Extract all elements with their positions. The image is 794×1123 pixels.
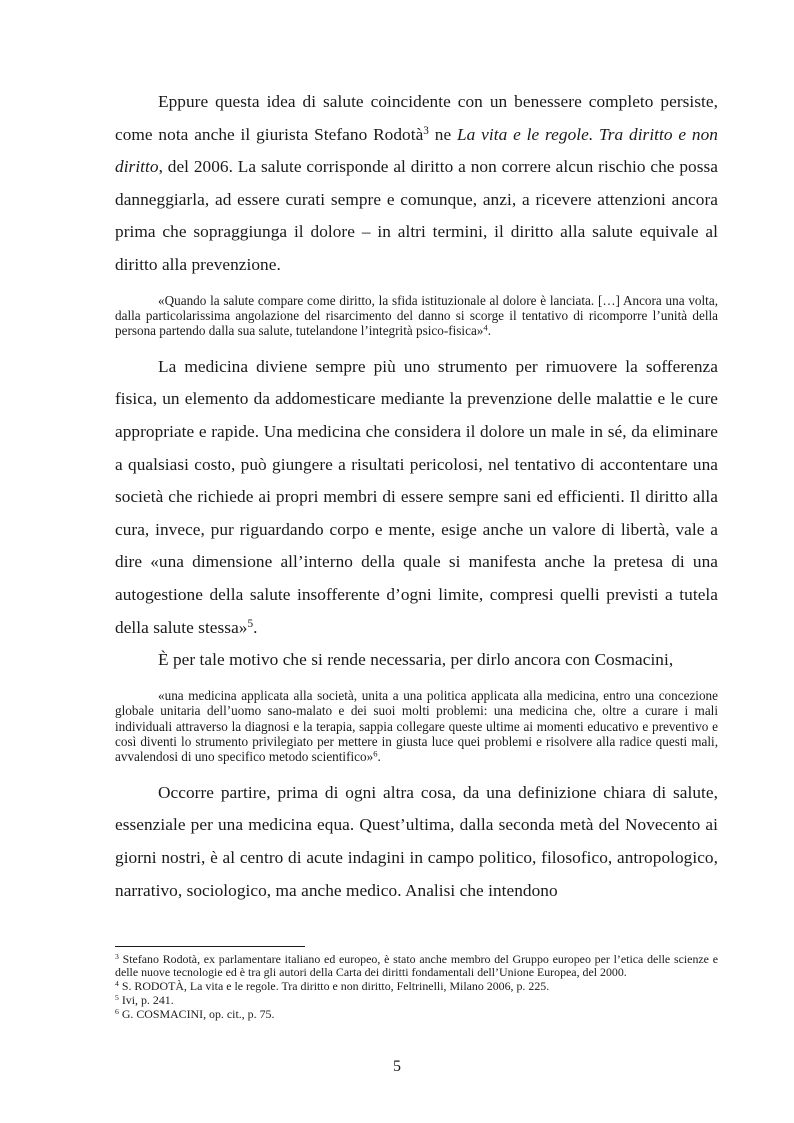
body-paragraph-4 <box>115 777 718 907</box>
footnote-5 <box>115 994 718 1007</box>
body-paragraph-1 <box>115 86 718 282</box>
footnote-4 <box>115 980 718 993</box>
paragraph-text: , del 2006. La salute corrisponde al diritto a non correre alcun rischio che possa danneggiarla, ad essere curati sempre e comunque, anzi, a ricevere attenzioni ancora prima che sopraggiunga il dolore – in altri termini, il diritto alla salute equivale al diritto alla prevenzione. <box>115 157 718 274</box>
footnote-number: 4 <box>115 979 119 989</box>
paragraph-end: . <box>253 617 258 637</box>
page-number: 5 <box>393 1058 401 1075</box>
paragraph-text: Occorre partire, prima di ogni altra cosa, da una definizione chiara di salute, essenziale per una medicina equa. Quest’ultima, dalla seconda metà del Novecento ai giorni nostri, è al centro di acute indagini in campo politico, filosofico, antropologico, narrativo, sociologico, ma anche medico. Analisi che intendono <box>115 782 718 900</box>
footnote-ref-3[interactable]: 3 <box>423 124 429 137</box>
footnote-ref-4[interactable]: 4 <box>483 322 488 333</box>
footnote-ref-6[interactable]: 6 <box>373 748 378 759</box>
footnote-text: G. COSMACINI, op. cit., p. 75. <box>118 1007 275 1022</box>
footnote-separator <box>115 946 305 947</box>
footnote-number: 6 <box>115 1006 119 1016</box>
document-page <box>115 86 718 907</box>
paragraph-text: Eppure questa idea di salute coincidente con un benessere completo persiste, come nota anche il giurista Stefano Rodotà <box>115 92 718 144</box>
footnote-3 <box>115 953 718 980</box>
body-paragraph-2 <box>115 351 718 644</box>
footnote-6 <box>115 1008 718 1021</box>
footnote-number: 3 <box>115 951 119 961</box>
footnote-text: S. RODOTÀ, La vita e le regole. Tra diritto e non diritto, Feltrinelli, Milano 2006, p. 225. <box>118 979 550 994</box>
book-title-italic: La vita e le regole. Tra diritto e non diritto <box>115 124 718 177</box>
paragraph-text: La medicina diviene sempre più uno strumento per rimuovere la sofferenza fisica, un elemento da addomesticare mediante la prevenzione delle malattie e le cure appropriate e rapide. Una medicina che considera il dolore un male in sé, da eliminare a qualsiasi costo, può giungere a risultati pericolosi, nel tentativo di accontentare una società che richiede ai propri membri di essere sempre sani ed efficienti. Il diritto alla cura, invece, pur riguardando corpo e mente, esige anche un valore di libertà, vale a dire «una dimensione all’interno della quale si manifesta anche la pretesa di una autogestione della salute insofferente d’ogni limite, compresi quelli previsti a tutela della salute stessa» <box>115 356 718 637</box>
paragraph-text: È per tale motivo che si rende necessaria, per dirlo ancora con Cosmacini, <box>158 650 674 670</box>
footnote-ref-5[interactable]: 5 <box>247 617 254 630</box>
quote-text: «una medicina applicata alla società, unita a una politica applicata alla medicina, entro una concezione globale unitaria dell’uomo sano-malato e dei suoi molti problemi: una medicina che, oltre a curare i mali individuali attraverso la diagnosi e la terapia, sappia collegare queste ultime ai momenti educativo e preventivo e così diventi lo strumento privilegiato per mettere in giusta luce quei problemi e risolvere alla radice questi mali, avvalendosi di uno specifico metodo scientifico» <box>115 687 718 765</box>
footnotes <box>115 953 718 1022</box>
footnote-text: Stefano Rodotà, ex parlamentare italiano ed europeo, è stato anche membro del Gruppo europeo per l’etica delle scienze e delle nuove tecnologie ed è tra gli autori della Carta dei diritti fondamentali dell’Unione Europea, del 2000. <box>115 952 718 980</box>
footnote-text: Ivi, p. 241. <box>118 993 174 1008</box>
block-quote-2 <box>115 688 718 765</box>
footnote-number: 5 <box>115 992 119 1002</box>
quote-text: «Quando la salute compare come diritto, la sfida istituzionale al dolore è lanciata. […] Ancora una volta, dalla particolarissima angolazione del risarcimento del danno si scorge il tentativo di ricomporre l’unità della persona partendo dalla sua salute, tutelandone l’integrità psico-fisica» <box>115 292 718 339</box>
block-quote-1 <box>115 293 718 339</box>
paragraph-text: ne <box>428 124 458 144</box>
body-paragraph-3 <box>115 644 718 677</box>
quote-end: . <box>487 323 491 339</box>
quote-end: . <box>377 749 381 765</box>
